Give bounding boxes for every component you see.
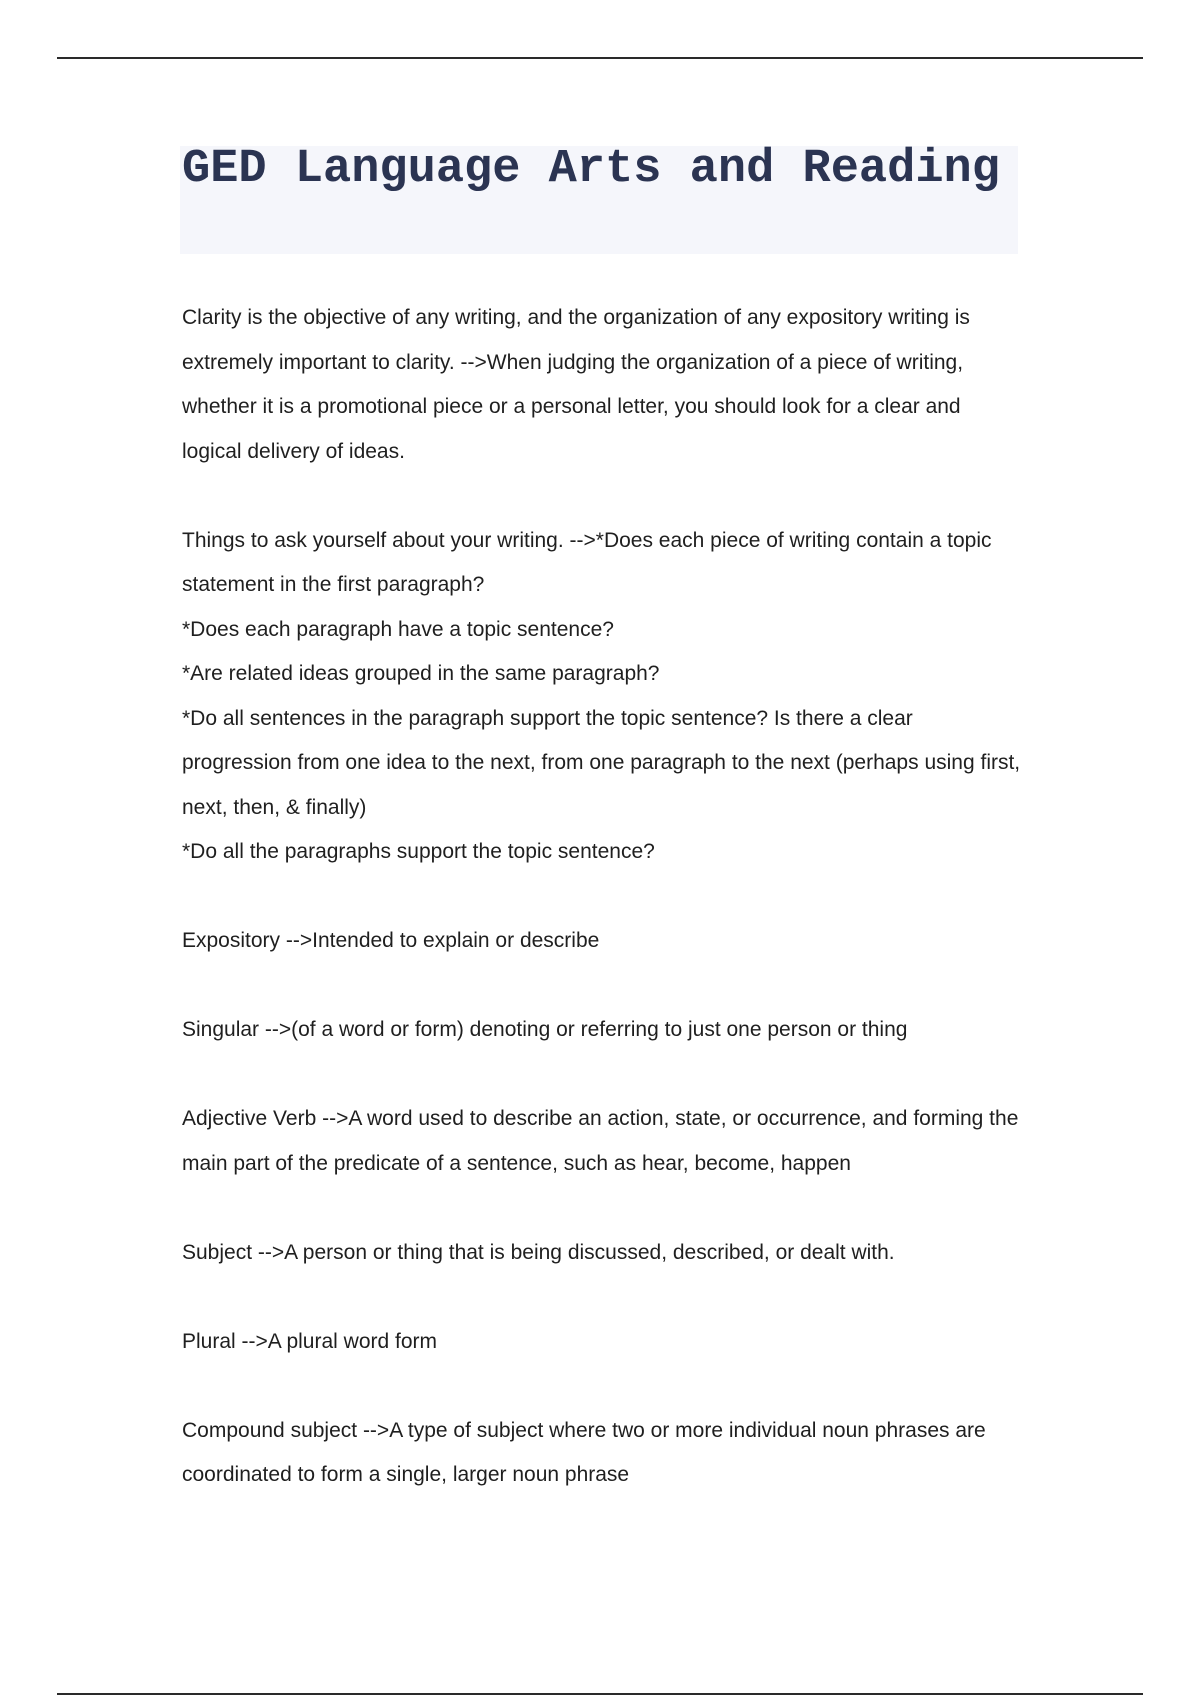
paragraph-line: Clarity is the objective of any writing, and the organization of any expository writing is extremely important to clarity. -->When judging the organization of a piece of writing, whether it is a promotional piece or a personal letter, you should look for a clear and logical delivery of ideas.	[182, 306, 970, 463]
paragraph-line: Plural -->A plural word form	[182, 1329, 438, 1353]
paragraph-line: *Do all sentences in the paragraph support the topic sentence? Is there a clear progression from one idea to the next, from one paragraph to the next (perhaps using first, next, then, & finally)	[182, 706, 1021, 819]
bottom-divider	[57, 1693, 1143, 1695]
paragraph	[182, 1409, 1022, 1498]
paragraph-line: *Do all the paragraphs support the topic sentence?	[182, 840, 655, 863]
paragraph-line: Adjective Verb -->A word used to describe an action, state, or occurrence, and forming the main part of the predicate of a sentence, such as hear, become, happen	[182, 1107, 1019, 1175]
paragraph	[182, 296, 1022, 474]
paragraph	[182, 1008, 1022, 1053]
document-body	[182, 296, 1022, 1542]
paragraph-line: Things to ask yourself about your writing. -->*Does each piece of writing contain a topic statement in the first paragraph?	[182, 528, 992, 596]
top-divider	[57, 57, 1143, 59]
document-title: GED Language Arts and Reading	[182, 143, 1000, 196]
paragraph-line: Singular -->(of a word or form) denoting or referring to just one person or thing	[182, 1018, 908, 1041]
paragraph	[182, 1320, 1022, 1365]
paragraph-line: *Are related ideas grouped in the same paragraph?	[182, 662, 660, 685]
paragraph	[182, 1231, 1022, 1276]
paragraph	[182, 1097, 1022, 1186]
paragraph-line: Expository -->Intended to explain or describe	[182, 929, 600, 952]
paragraph-line: *Does each paragraph have a topic sentence?	[182, 617, 614, 641]
paragraph	[182, 919, 1022, 964]
paragraph	[182, 519, 1022, 875]
paragraph-line: Compound subject -->A type of subject where two or more individual noun phrases are coordinated to form a single, larger noun phrase	[182, 1418, 986, 1486]
paragraph-line: Subject -->A person or thing that is being discussed, described, or dealt with.	[182, 1240, 895, 1264]
